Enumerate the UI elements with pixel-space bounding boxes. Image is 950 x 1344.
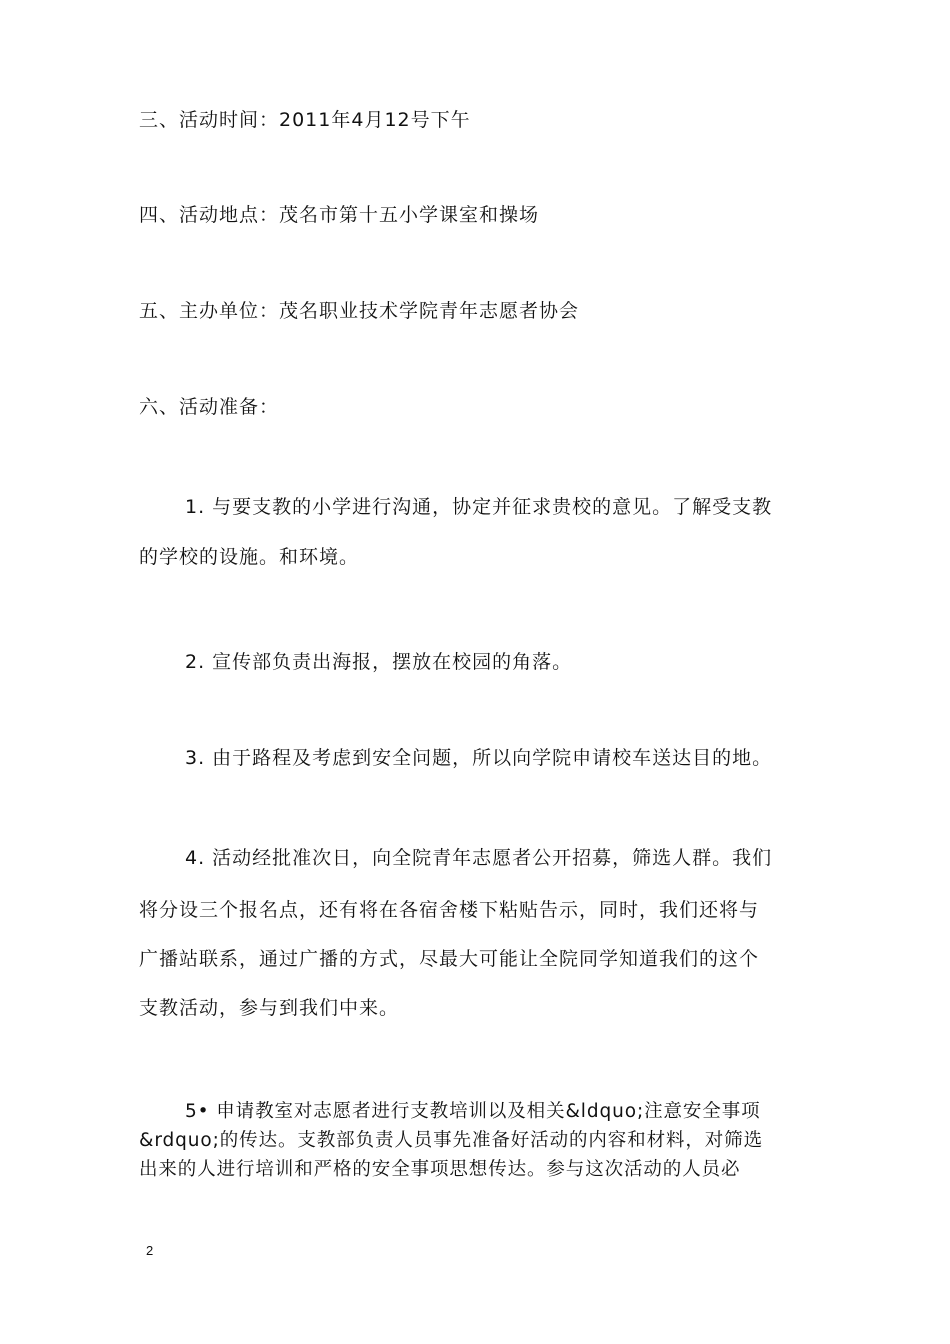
page-number: 2 [146, 1243, 154, 1258]
preparation-item-4-line-4: 支教活动，参与到我们中来。 [139, 997, 400, 1019]
section-six-preparation-heading: 六、活动准备： [139, 396, 280, 418]
preparation-item-5-line-3: 出来的人进行培训和严格的安全事项思想传达。参与这次活动的人员必 [139, 1159, 741, 1180]
preparation-item-2: 2. 宣传部负责出海报，摆放在校园的角落。 [185, 651, 573, 673]
preparation-item-1-line-2: 的学校的设施。和环境。 [139, 546, 360, 568]
section-four-activity-location: 四、活动地点：茂名市第十五小学课室和操场 [139, 204, 540, 226]
preparation-item-4-line-3: 广播站联系，通过广播的方式，尽最大可能让全院同学知道我们的这个 [139, 948, 760, 970]
preparation-item-5-line-1: 5• 申请教室对志愿者进行支教培训以及相关&ldquo;注意安全事项 [185, 1101, 761, 1122]
preparation-item-4-line-2: 将分设三个报名点，还有将在各宿舍楼下粘贴告示，同时，我们还将与 [139, 899, 760, 921]
preparation-item-3: 3. 由于路程及考虑到安全问题，所以向学院申请校车送达目的地。 [185, 747, 773, 769]
section-three-activity-time: 三、活动时间：2011年4月12号下午 [139, 109, 471, 131]
section-five-organizer: 五、主办单位：茂名职业技术学院青年志愿者协会 [139, 300, 580, 322]
preparation-item-4-line-1: 4. 活动经批准次日，向全院青年志愿者公开招募，筛选人群。我们 [185, 847, 773, 869]
preparation-item-1-line-1: 1. 与要支教的小学进行沟通，协定并征求贵校的意见。了解受支教 [185, 496, 773, 518]
preparation-item-5-line-2: &rdquo;的传达。支教部负责人员事先准备好活动的内容和材料，对筛选 [139, 1130, 763, 1151]
